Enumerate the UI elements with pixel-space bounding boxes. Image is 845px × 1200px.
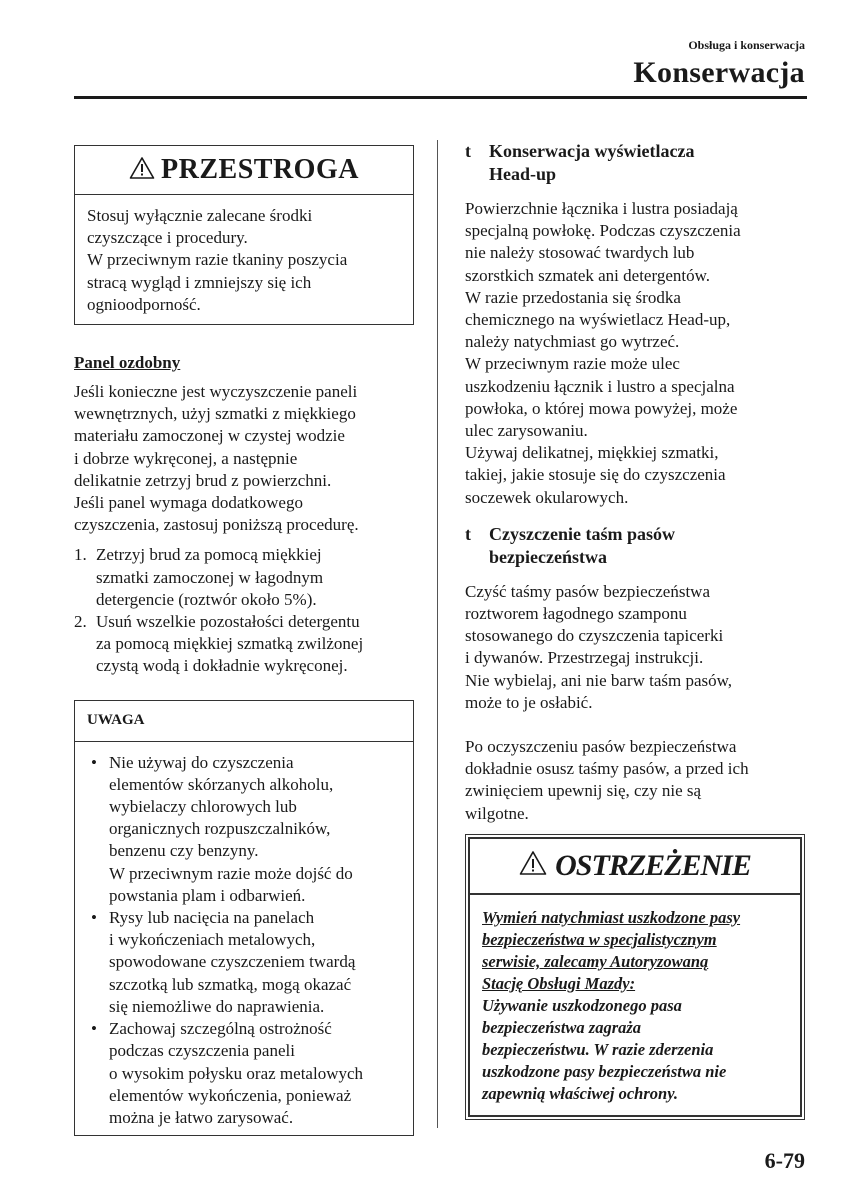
caution-title: PRZESTROGA — [161, 154, 359, 185]
note-line: benzenu czy benzyny. — [109, 841, 259, 861]
caution-line: czyszczące i procedury. — [87, 228, 248, 248]
note-line: się niemożliwe do naprawienia. — [109, 996, 325, 1016]
panel-line: Jeśli konieczne jest wyczyszczenie paneli — [74, 382, 358, 402]
hud-line: W razie przedostania się środka — [465, 287, 681, 307]
note-line: szczotką lub szmatką, mogą okazać — [109, 974, 352, 994]
warning-underlined-line: bezpieczeństwa w specjalistycznym — [482, 929, 717, 949]
hud-title-line: Konserwacja wyświetlacza — [489, 141, 695, 161]
warning-underlined-line: Wymień natychmiast uszkodzone pasy — [482, 907, 741, 927]
belts-line: Czyść taśmy pasów bezpieczeństwa — [465, 581, 710, 601]
panel-line: i dobrze wykręconej, a następnie — [74, 448, 298, 468]
hud-line: uszkodzeniu łącznik i lustro a specjalna — [465, 376, 735, 396]
bullet-icon: • — [91, 908, 97, 928]
panel-line: delikatnie zetrzyj brud z powierzchni. — [74, 470, 332, 490]
bullet-icon: • — [91, 752, 97, 772]
hud-heading — [465, 140, 805, 186]
hud-line: chemicznego na wyświetlacz Head-up, — [465, 310, 731, 330]
hud-line: W przeciwnym razie może ulec — [465, 354, 680, 374]
step-line: Usuń wszelkie pozostałości detergentu — [96, 612, 360, 632]
hud-line: szorstkich szmatek ani detergentów. — [465, 265, 711, 285]
step-line: za pomocą miękkiej szmatką zwilżonej — [96, 634, 364, 654]
note-line: podczas czyszczenia paneli — [109, 1041, 295, 1061]
warning-underlined-line: Stację Obsługi Mazdy: — [482, 973, 636, 993]
belts-line: roztworem łagodnego szamponu — [465, 604, 687, 624]
hud-line: ulec zarysowaniu. — [465, 421, 588, 441]
belts-title-line: Czyszczenie taśm pasów — [489, 523, 675, 544]
left-column — [74, 145, 414, 1136]
page-number: 6-79 — [764, 1148, 805, 1173]
header-section-label: Obsługa i konserwacja — [688, 38, 805, 52]
warning-line: bezpieczeństwu. W razie zderzenia — [482, 1039, 714, 1059]
step-line: Zetrzyj brud za pomocą miękkiej — [96, 545, 322, 565]
warning-line: bezpieczeństwa zagraża — [482, 1017, 642, 1037]
warning-box — [468, 837, 802, 1117]
warning-underlined-line: serwisie, zalecamy Autoryzowaną — [482, 951, 709, 971]
note-line: spowodowane czyszczeniem twardą — [109, 952, 356, 972]
belts-line: dokładnie osusz taśmy pasów, a przed ich — [465, 759, 749, 779]
note-body — [75, 742, 413, 1135]
caution-line: stracą wygląd i zmniejszy się ich — [87, 272, 312, 292]
note-box — [74, 700, 414, 1136]
hud-paragraph — [465, 198, 805, 509]
belts-paragraph — [465, 581, 805, 714]
warning-triangle-icon — [519, 850, 547, 881]
note-line: można je łatwo zarysować. — [109, 1107, 294, 1127]
warning-body — [470, 895, 800, 1115]
belts-line: i dywanów. Przestrzegaj instrukcji. — [465, 648, 704, 668]
bullet-icon: • — [91, 1019, 97, 1039]
cleaning-steps — [74, 544, 414, 677]
step-item — [74, 611, 414, 678]
step-line: czystą wodą i dokładnie wykręconej. — [96, 656, 348, 676]
note-line: elementów wykończenia, ponieważ — [109, 1085, 352, 1105]
caution-line: W przeciwnym razie tkaniny poszycia — [87, 250, 348, 270]
hud-line: powłoka, o której mowa powyżej, może — [465, 398, 738, 418]
step-line: detergencie (roztwór około 5%). — [96, 589, 317, 609]
caution-body — [75, 195, 413, 324]
header-rule — [74, 96, 807, 99]
note-line: W przeciwnym razie może dojść do — [109, 863, 353, 883]
note-line: i wykończeniach metalowych, — [109, 930, 316, 950]
step-line: szmatki zamoczonej w łagodnym — [96, 567, 324, 587]
step-number: 1. — [74, 545, 87, 565]
warning-header — [470, 839, 800, 895]
hud-line: soczewek okularowych. — [465, 487, 629, 507]
note-line: wybielaczy chlorowych lub — [109, 797, 297, 817]
panel-line: materiału zamoczonej w czystej wodzie — [74, 426, 345, 446]
note-item — [87, 1018, 401, 1129]
note-line: organicznych rozpuszczalników, — [109, 819, 331, 839]
hud-line: takiej, jakie stosuje się do czyszczenia — [465, 465, 726, 485]
hud-line: Powierzchnie łącznika i lustra posiadają — [465, 199, 738, 218]
section-mark-icon: t — [465, 141, 471, 161]
note-item — [87, 907, 401, 1018]
note-title: UWAGA — [75, 701, 413, 742]
note-line: Rysy lub nacięcia na panelach — [109, 908, 315, 928]
panel-heading: Panel ozdobny — [74, 353, 181, 373]
page-title: Konserwacja — [633, 56, 805, 89]
hud-line: Używaj delikatnej, miękkiej szmatki, — [465, 443, 719, 463]
panel-paragraph — [74, 381, 414, 536]
note-line: Nie używaj do czyszczenia — [109, 752, 294, 772]
note-line: elementów skórzanych alkoholu, — [109, 774, 334, 794]
note-line: powstania plam i odbarwień. — [109, 885, 306, 905]
belts-line: stosowanego do czyszczenia tapicerki — [465, 626, 724, 646]
warning-line: Używanie uszkodzonego pasa — [482, 995, 682, 1015]
warning-line: zapewnią właściwej ochrony. — [482, 1083, 679, 1103]
warning-title: OSTRZEŻENIE — [555, 848, 751, 882]
panel-line: czyszczenia, zastosuj poniższą procedurę. — [74, 515, 359, 535]
caution-line: ognioodporność. — [87, 294, 201, 314]
hud-line: należy natychmiast go wytrzeć. — [465, 332, 680, 352]
belts-paragraph-2 — [465, 736, 805, 825]
belts-line: wilgotne. — [465, 803, 529, 823]
step-number: 2. — [74, 612, 87, 632]
caution-line: Stosuj wyłącznie zalecane środki — [87, 206, 313, 225]
hud-line: specjalną powłokę. Podczas czyszczenia — [465, 221, 741, 241]
panel-line: Jeśli panel wymaga dodatkowego — [74, 493, 303, 513]
belts-line: zwinięciem upewnij się, czy nie są — [465, 781, 702, 801]
hud-line: nie należy stosować twardych lub — [465, 243, 695, 263]
note-line: o wysokim połysku oraz metalowych — [109, 1063, 364, 1083]
warning-line: uszkodzone pasy bezpieczeństwa nie — [482, 1061, 727, 1081]
belts-line: Po oczyszczeniu pasów bezpieczeństwa — [465, 737, 737, 757]
panel-line: wewnętrznych, użyj szmatki z miękkiego — [74, 404, 356, 424]
belts-title-line: bezpieczeństwa — [489, 546, 607, 567]
belts-heading — [465, 523, 805, 569]
belts-line: może to je osłabić. — [465, 692, 593, 712]
note-list — [87, 752, 401, 1129]
hud-title-line: Head-up — [489, 164, 557, 184]
warning-triangle-icon — [129, 156, 155, 185]
caution-box — [74, 145, 414, 325]
section-mark-icon: t — [465, 523, 471, 544]
note-line: Zachowaj szczególną ostrożność — [109, 1019, 332, 1039]
step-item — [74, 544, 414, 611]
note-item — [87, 752, 401, 907]
right-column — [465, 140, 805, 1117]
column-divider — [437, 140, 438, 1128]
caution-header — [75, 146, 413, 195]
belts-line: Nie wybielaj, ani nie barw taśm pasów, — [465, 670, 733, 690]
